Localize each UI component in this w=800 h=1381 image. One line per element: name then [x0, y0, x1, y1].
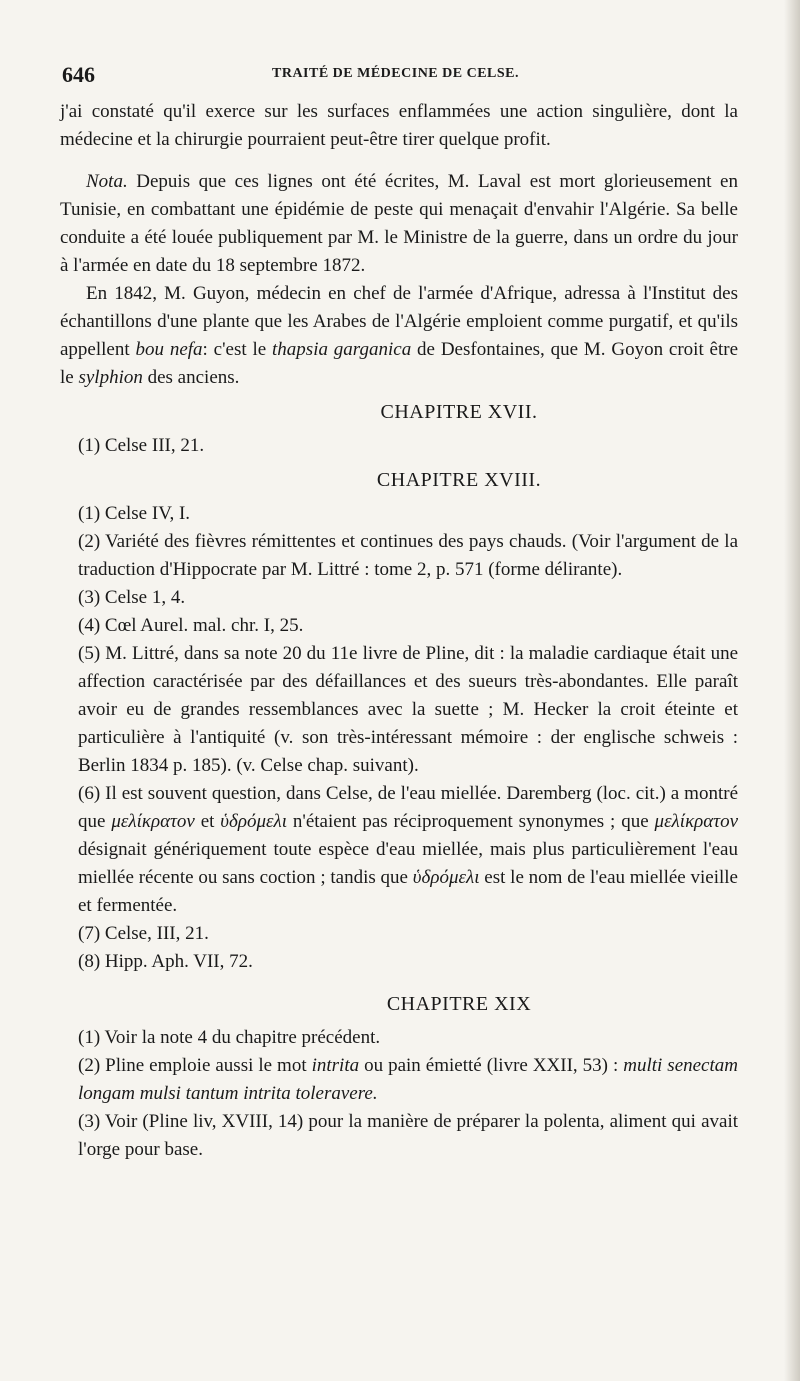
paragraph-continuation: j'ai constaté qu'il exerce sur les surfaces enflammées une action singulière, dont la médecine et la chirurgie pourraient peut-être tirer quelque profit.	[60, 101, 738, 150]
page-header	[62, 62, 730, 92]
text-run: désignait génériquement toute espèce d'eau miellée, mais plus particulièrement l'eau miellée récente ou sans coction ; tandis que	[78, 839, 738, 888]
greek-term: μελίκρατον	[111, 811, 195, 832]
greek-term: ὑδρόμελι	[220, 811, 288, 832]
text-run: des anciens.	[142, 367, 240, 388]
footnote-ch18-6	[60, 780, 738, 920]
paragraph-guyon	[60, 280, 738, 392]
text-run: et	[194, 811, 221, 832]
text-run: ou pain émietté (livre XXII, 53) :	[359, 1055, 624, 1076]
text-run: de Desfontaines, que M. Goyon croit être le	[60, 339, 739, 388]
text-run: : c'est le	[202, 339, 273, 360]
footnote-ch18-5: (5) M. Littré, dans sa note 20 du 11e livre de Pline, dit : la maladie cardiaque était une affection caractérisée par des défaillances et des sueurs très-abondantes. Elle paraît avoir eu de grandes ressemblances avec la suette ; M. Hecker la croit éteinte et particulière à l'antiquité (v. son très-intéressant mémoire : der englische schweis : Berlin 1834 p. 185). (v. Celse chap. suivant).	[78, 643, 738, 776]
nota-text: Depuis que ces lignes ont été écrites, M. Laval est mort glorieusement en Tunisie, en combattant une épidémie de peste qui menaçait d'envahir l'Algérie. Sa belle conduite a été louée publiquement par M. le Ministre de la guerre, dans un ordre du jour à l'armée en date du 18 septembre 1872.	[60, 171, 738, 276]
paragraph-nota	[60, 168, 738, 280]
page-number: 646	[62, 62, 95, 87]
text-run: n'étaient pas réciproquement synonymes ; que	[287, 811, 655, 832]
footnote-ch18-4: (4) Cœl Aurel. mal. chr. I, 25.	[78, 615, 304, 636]
footnote-ch19-1: (1) Voir la note 4 du chapitre précédent.	[78, 1027, 381, 1048]
greek-term: μελίκρατον	[654, 811, 739, 832]
footnote-ch18-3: (3) Celse 1, 4.	[78, 587, 186, 608]
latin-quote: multi senectam longam mulsi tantum intrita toleravere.	[78, 1055, 738, 1104]
footnote-ch17-1: (1) Celse III, 21.	[78, 435, 205, 456]
text-run: (6) Il est souvent question, dans Celse, de l'eau miellée. Daremberg (loc. cit.) a montré que	[78, 783, 738, 832]
chapter-heading-xvii: CHAPITRE XVII.	[380, 401, 538, 423]
footnote-ch18-1: (1) Celse IV, I.	[78, 503, 191, 524]
greek-term: ὑδρόμελι	[412, 867, 480, 888]
footnote-ch19-2	[60, 1052, 738, 1108]
term-sylphion: sylphion	[78, 367, 143, 388]
term-bou-nefa: bou nefa	[135, 339, 203, 360]
chapter-heading-xix: CHAPITRE XIX	[386, 993, 532, 1015]
running-title: TRAITÉ DE MÉDECINE DE CELSE.	[272, 66, 519, 81]
page-body	[60, 98, 738, 1164]
term-thapsia: thapsia garganica	[272, 339, 412, 360]
footnote-ch18-2: (2) Variété des fièvres rémittentes et continues des pays chauds. (Voir l'argument de la traduction d'Hippocrate par M. Littré : tome 2, p. 571 (forme délirante).	[78, 531, 738, 580]
text-run: (2) Pline emploie aussi le mot	[78, 1055, 312, 1076]
term-intrita: intrita	[311, 1055, 360, 1076]
footnote-ch19-3: (3) Voir (Pline liv, XVIII, 14) pour la manière de préparer la polenta, aliment qui avait l'orge pour base.	[78, 1111, 738, 1160]
text-run: est le nom de l'eau miellée vieille et fermentée.	[78, 867, 738, 916]
chapter-heading-xviii: CHAPITRE XVIII.	[376, 469, 542, 491]
text-run: En 1842, M. Guyon, médecin en chef de l'armée d'Afrique, adressa à l'Institut des échantillons d'une plante que les Arabes de l'Algérie emploient comme purgatif, et qu'ils appellent	[60, 283, 738, 360]
book-spine-shadow	[784, 0, 800, 1381]
nota-label: Nota.	[86, 171, 128, 192]
footnote-ch18-7: (7) Celse, III, 21.	[78, 923, 209, 944]
footnote-ch18-8: (8) Hipp. Aph. VII, 72.	[78, 951, 253, 972]
